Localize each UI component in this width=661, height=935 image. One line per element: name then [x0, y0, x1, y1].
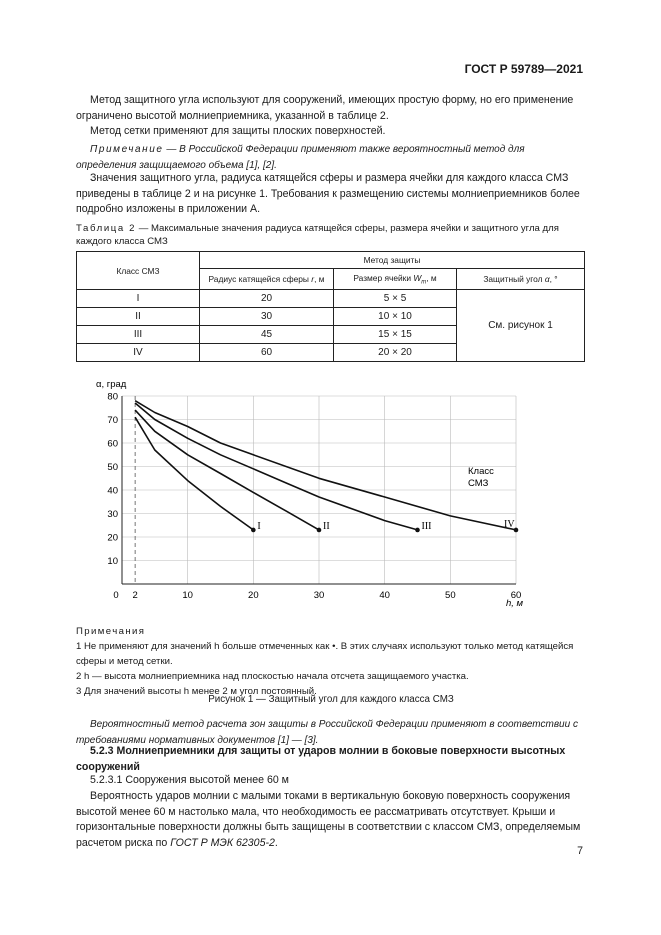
endpoint-marker: [415, 528, 420, 533]
paragraph-side-strikes: [76, 789, 584, 851]
x-tick-label: 0: [113, 590, 119, 601]
y-tick-label: 10: [107, 556, 118, 567]
section-heading: [76, 744, 584, 775]
header-mesh: Размер ячейки $W_m$, м: [334, 269, 457, 290]
note-2: 2 h — высота молниеприемника над плоскостью начала отсчета защищаемого участка.: [76, 671, 469, 682]
note-probabilistic: [76, 142, 584, 173]
table-caption-text: — Максимальные значения радиуса катящейся сферы, размера ячейки и защитного угла для каждого класса СМЗ: [76, 223, 559, 247]
cell-mesh: 10 × 10: [334, 308, 457, 326]
paragraph-probabilistic: Вероятностный метод расчета зон защиты в Российской Федерации применяют в соответствии с требованиями нормативных документов [1] — [3].: [76, 719, 578, 746]
cell-radius: 60: [200, 344, 334, 362]
cell-mesh: 20 × 20: [334, 344, 457, 362]
cell-class: IV: [77, 344, 200, 362]
cell-radius: 30: [200, 308, 334, 326]
x-tick-label: 10: [182, 590, 193, 601]
x-tick-label: 2: [132, 590, 138, 601]
cell-mesh: 15 × 15: [334, 326, 457, 344]
x-axis-label: h, м: [506, 598, 524, 609]
y-axis-label: α, град: [96, 379, 127, 390]
note-label: Примечание: [90, 144, 164, 155]
header-class: Класс СМЗ: [77, 252, 200, 290]
curve-label: II: [323, 520, 330, 532]
standard-reference-link: ГОСТ Р МЭК 62305-2: [170, 836, 275, 849]
curve-class-I: [135, 417, 253, 530]
cell-class: I: [77, 290, 200, 308]
paragraph-mesh-method: Метод сетки применяют для защиты плоских поверхностей.: [90, 125, 386, 137]
table-2: [76, 251, 585, 362]
table-row: [77, 290, 585, 308]
paragraph-angle-method: Метод защитного угла используют для сооружений, имеющих простую форму, но его применение ограничено высотой молниеприемника, указанной в таблице 2.: [76, 94, 574, 122]
y-tick-label: 60: [107, 438, 118, 450]
paragraph-values: Значения защитного угла, радиуса катящейся сферы и размера ячейки для каждого класса СМЗ приведены в таблице 2 и на рисунке 1. Требования к размещению системы молниеприемников более подробно изложены в приложении А.: [76, 172, 580, 215]
paragraph-end: .: [274, 836, 278, 849]
y-tick-label: 70: [107, 415, 118, 426]
subsection-heading: 5.2.3.1 Сооружения высотой менее 60 м: [90, 774, 289, 786]
page-number: 7: [577, 845, 583, 857]
endpoint-marker: [251, 528, 256, 533]
x-tick-label: 40: [379, 590, 390, 601]
note-text: — В Российской Федерации применяют также вероятностный метод для определения защищаемого объема [1], [2].: [76, 144, 525, 171]
cell-radius: 45: [200, 326, 334, 344]
curve-class-IV: [135, 401, 516, 530]
paragraph-side-strikes-text: Вероятность ударов молнии с малыми токами в вертикальную боковую поверхность сооружения высотой менее 60 м настолько мала, что необходимость ее рассматривать отсутствует. Крыши и горизонтальные поверхности должны быть защищены в соответствии с классом СМЗ, определяемым расчетом риска по: [76, 790, 581, 849]
y-tick-label: 80: [107, 391, 118, 403]
y-tick-label: 50: [107, 462, 118, 473]
y-tick-label: 40: [107, 485, 118, 497]
x-tick-label: 50: [445, 590, 456, 601]
cell-class: II: [77, 308, 200, 326]
table-caption: [76, 222, 586, 248]
note-3: 3 Для значений высоты h менее 2 м угол постоянный.: [76, 686, 317, 697]
figure-1-chart: [70, 376, 540, 614]
cell-radius: 20: [200, 290, 334, 308]
x-tick-label: 60: [510, 590, 522, 601]
legend-title: Класс СМЗ: [468, 466, 494, 489]
curve-label: IV: [504, 518, 515, 530]
cell-mesh: 5 × 5: [334, 290, 457, 308]
header-radius: Радиус катящейся сферы r, м: [200, 269, 334, 290]
figure-notes: [76, 624, 586, 699]
x-tick-label: 30: [313, 590, 325, 601]
y-tick-label: 30: [107, 509, 118, 520]
cell-class: III: [77, 326, 200, 344]
endpoint-marker: [317, 528, 322, 533]
y-tick-label: 20: [107, 532, 118, 544]
document-id: ГОСТ Р 59789—2021: [464, 62, 583, 76]
cell-angle-merged: См. рисунок 1: [457, 290, 585, 362]
header-angle: Защитный угол α, °: [457, 269, 585, 290]
table-caption-label: Таблица 2: [76, 223, 137, 234]
section-number: 5.2.3: [90, 745, 114, 757]
curve-label: I: [257, 520, 261, 532]
header-protection-method: Метод защиты: [200, 252, 585, 269]
note-1: 1 Не применяют для значений h больше отмеченных как •. В этих случаях используют только метод катящейся сферы и метод сетки.: [76, 641, 574, 667]
x-tick-label: 20: [248, 590, 259, 601]
curve-label: III: [421, 520, 432, 532]
chart-labels: [107, 392, 521, 602]
notes-heading: Примечания: [76, 626, 146, 637]
figure-caption: Рисунок 1 — Защитный угол для каждого класса СМЗ: [208, 694, 454, 705]
section-title: Молниеприемники для защиты от ударов молнии в боковые поверхности высотных сооружений: [76, 745, 566, 773]
